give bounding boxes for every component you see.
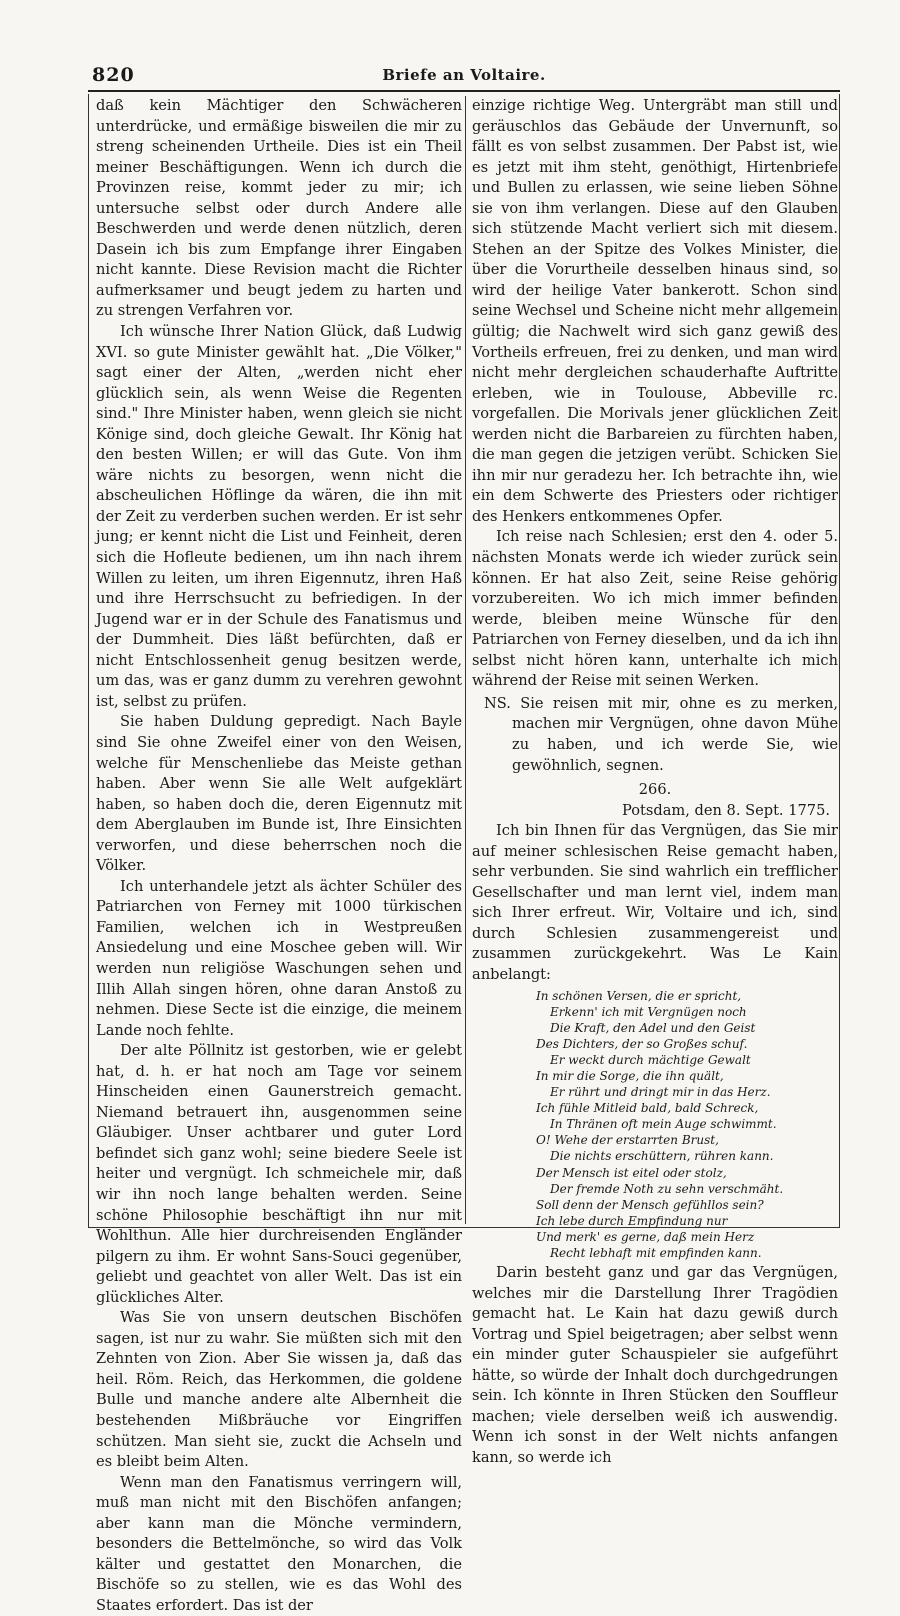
poem-line: Der Mensch ist eitel oder stolz,: [536, 1165, 727, 1180]
header-rule: [88, 90, 840, 92]
poem-line: In Thränen oft mein Auge schwimmt.: [550, 1117, 777, 1132]
poem-line: Recht lebhaft mit empfinden kann.: [550, 1246, 762, 1261]
poem-line: Ich lebe durch Empfindung nur: [536, 1213, 728, 1228]
right-column: [472, 96, 838, 1469]
paragraph: Sie haben Duldung gepredigt. Nach Bayle sind Sie ohne Zweifel einer von den Weisen, welche für Menschenliebe das Meiste gethan haben. Aber wenn Sie alle Welt aufgeklärt haben, so haben doch die, deren Eigennutz mit dem Aberglauben im Bunde ist, Ihre Einsichten verworfen, und diese beherrschen noch die Völker.: [96, 713, 462, 875]
column-divider: [465, 96, 466, 1224]
paragraph: einzige richtige Weg. Untergräbt man still und geräuschlos das Gebäude der Unvernunft, so fällt es von selbst zusammen. Der Pabst ist, wie es jetzt mit ihm steht, genöthigt, Hirtenbriefe und Bullen zu erlassen, wie seine lieben Söhne sie von ihm verlangen. Diese auf den Glauben sich stützende Macht verliert sich mit diesem. Stehen an der Spitze des Volkes Minister, die über die Vorurtheile desselben hinaus sind, so wird der heilige Vater bankerott. Schon sind seine Wechsel und Scheine nicht mehr allgemein gültig; die Nachwelt wird sich ganz gewiß des Vortheils erfreuen, frei zu denken, und man wird nicht mehr dergleichen schauderhafte Auftritte erleben, wie in Toulouse, Abbeville rc. vorgefallen. Die Morivals jener glücklichen Zeit werden nicht die Barbareien zu fürchten haben, die man gegen die jetzigen verübt. Schicken Sie ihn mir nur geradezu her. Ich betrachte ihn, wie ein dem Schwerte des Priesters oder richtiger des Henkers entkommenes Opfer.: [472, 97, 838, 525]
book-page: [88, 60, 840, 1614]
postscript: NS. Sie reisen mit mir, ohne es zu merken, machen mir Vergnügen, ohne davon Mühe zu haben, und ich werde Sie, wie gewöhnlich, segnen.: [484, 694, 838, 774]
poem-line: Soll denn der Mensch gefühllos sein?: [536, 1197, 764, 1212]
poem-line: Die nichts erschüttern, rühren kann.: [550, 1149, 774, 1164]
poem-line: Die Kraft, den Adel und den Geist: [550, 1020, 756, 1035]
page-number: 820: [92, 64, 135, 86]
paragraph: Was Sie von unsern deutschen Bischöfen sagen, ist nur zu wahr. Sie müßten sich mit den Zehnten von Zion. Aber Sie wissen ja, daß das heil. Röm. Reich, das Herkommen, die goldene Bulle und manche andere alte Albernheit die bestehenden Mißbräuche vor Eingriffen schützen. Man sieht sie, zuckt die Achseln und es bleibt beim Alten.: [96, 1309, 462, 1471]
poem-line: In mir die Sorge, die ihn quält,: [536, 1068, 724, 1083]
letter-intro: Ich bin Ihnen für das Vergnügen, das Sie mir auf meiner schlesischen Reise gemacht haben, sehr verbunden. Sie sind wahrlich ein trefflicher Gesellschafter und man lernt viel, indem man sich Ihrer erfreut. Wir, Voltaire und ich, sind durch Schlesien zusammengereist und zusammen zurückgekehrt. Was Le Kain anbelangt:: [472, 822, 838, 983]
letter-number: 266.: [638, 781, 672, 799]
poem-line: O! Wehe der erstarrten Brust,: [536, 1133, 719, 1148]
poem-line: Und merk' es gerne, daß mein Herz: [536, 1229, 755, 1244]
poem-line: Des Dichters, der so Großes schuf.: [536, 1036, 748, 1051]
paragraph: Ich unterhandele jetzt als ächter Schüler des Patriarchen von Ferney mit 1000 türkischen Familien, welchen ich in Westpreußen Ansiedelung und eine Moschee geben will. Wir werden nun religiöse Waschungen sehen und Illih Allah singen hören, ohne daran Anstoß zu nehmen. Diese Secte ist die einzige, die meinem Lande noch fehlte.: [96, 877, 462, 1039]
poem-line: In schönen Versen, die er spricht,: [536, 988, 742, 1003]
paragraph: Darin besteht ganz und gar das Vergnügen, welches mir die Darstellung Ihrer Tragödien gemacht hat. Le Kain hat dazu gewiß durch Vortrag und Spiel beigetragen; aber selbst wenn ein minder guter Schauspieler sie aufgeführt hätte, so würde der Inhalt doch durchgedrungen sein. Ich könnte in Ihren Stücken den Souffleur machen; viele derselben weiß ich auswendig. Wenn ich sonst in der Welt nichts anfangen kann, so werde ich: [472, 1264, 838, 1467]
poem-line: Ich fühle Mitleid bald, bald Schreck,: [536, 1101, 759, 1116]
dateline: Potsdam, den 8. Sept. 1775.: [621, 801, 830, 819]
poem-line: Erkenn' ich mit Vergnügen noch: [550, 1004, 747, 1019]
page-header: [88, 60, 840, 88]
running-title: Briefe an Voltaire.: [382, 66, 546, 84]
poem-line: Der fremde Noth zu sehn verschmäht.: [550, 1181, 784, 1196]
paragraph: Wenn man den Fanatismus verringern will, muß man nicht mit den Bischöfen anfangen; aber kann man die Mönche vermindern, besonders die Bettelmönche, so wird das Volk kälter und gestattet den Monarchen, die Bischöfe so zu stellen, wie es das Wohl des Staates erfordert. Das ist der: [96, 1473, 462, 1614]
paragraph: daß kein Mächtiger den Schwächeren unterdrücke, und ermäßige bisweilen die mir zu streng scheinenden Urtheile. Dies ist ein Theil meiner Beschäftigungen. Wenn ich durch die Provinzen reise, kommt jeder zu mir; ich untersuche selbst oder durch Andere alle Beschwerden und werde denen nützlich, deren Dasein ich bis zum Empfange ihrer Eingaben nicht kannte. Diese Revision macht die Richter aufmerksamer und beugt jedem zu harten und zu strengen Verfahren vor.: [96, 97, 462, 320]
poem: [472, 988, 838, 1262]
paragraph: Der alte Pöllnitz ist gestorben, wie er gelebt hat, d. h. er hat noch am Tage vor seinem Hinscheiden einen Gaunerstreich gemacht. Niemand betrauert ihn, ausgenommen seine Gläubiger. Unser achtbarer und guter Lord befindet sich ganz wohl; seine biedere Seele ist heiter und vergnügt. Ich schmeichele mir, daß wir ihn noch lange behalten werden. Seine schöne Philosophie beschäftigt ihn nur mit Wohlthun. Alle hier durchreisenden Engländer pilgern zu ihm. Er wohnt Sans-Souci gegenüber, geliebt und geachtet von aller Welt. Das ist ein glückliches Alter.: [96, 1042, 462, 1306]
paragraph: Ich reise nach Schlesien; erst den 4. oder 5. nächsten Monats werde ich wieder zurück sein können. Er hat also Zeit, seine Reise gehörig vorzubereiten. Wo ich mich immer befinden werde, bleiben meine Wünsche für den Patriarchen von Ferney dieselben, und da ich ihn selbst nicht hören kann, unterhalte ich mich während der Reise mit seinen Werken.: [472, 528, 838, 690]
left-column: [96, 96, 462, 1616]
poem-line: Er weckt durch mächtige Gewalt: [550, 1052, 751, 1067]
poem-line: Er rührt und dringt mir in das Herz.: [550, 1085, 771, 1100]
paragraph: Ich wünsche Ihrer Nation Glück, daß Ludwig XVI. so gute Minister gewählt hat. „Die Völker," sagt einer der Alten, „werden nicht eher glücklich sein, als wenn Weise die Regenten sind." Ihre Minister haben, wenn gleich sie nicht Könige sind, doch gleiche Gewalt. Ihr König hat den besten Willen; er will das Gute. Von ihm wäre nichts zu besorgen, wenn nicht die abscheulichen Höflinge da wären, die ihn mit der Zeit zu verderben suchen werden. Er ist sehr jung; er kennt nicht die List und Feinheit, deren sich die Hofleute bedienen, um ihn nach ihrem Willen zu leiten, um ihren Eigennutz, ihren Haß und ihre Herrschsucht zu befriedigen. In der Jugend war er in der Schule des Fanatismus und der Dummheit. Dies läßt befürchten, daß er nicht Entschlossenheit genug besitzen werde, um das, was er ganz dumm zu verehren gewohnt ist, selbst zu prüfen.: [96, 323, 462, 710]
